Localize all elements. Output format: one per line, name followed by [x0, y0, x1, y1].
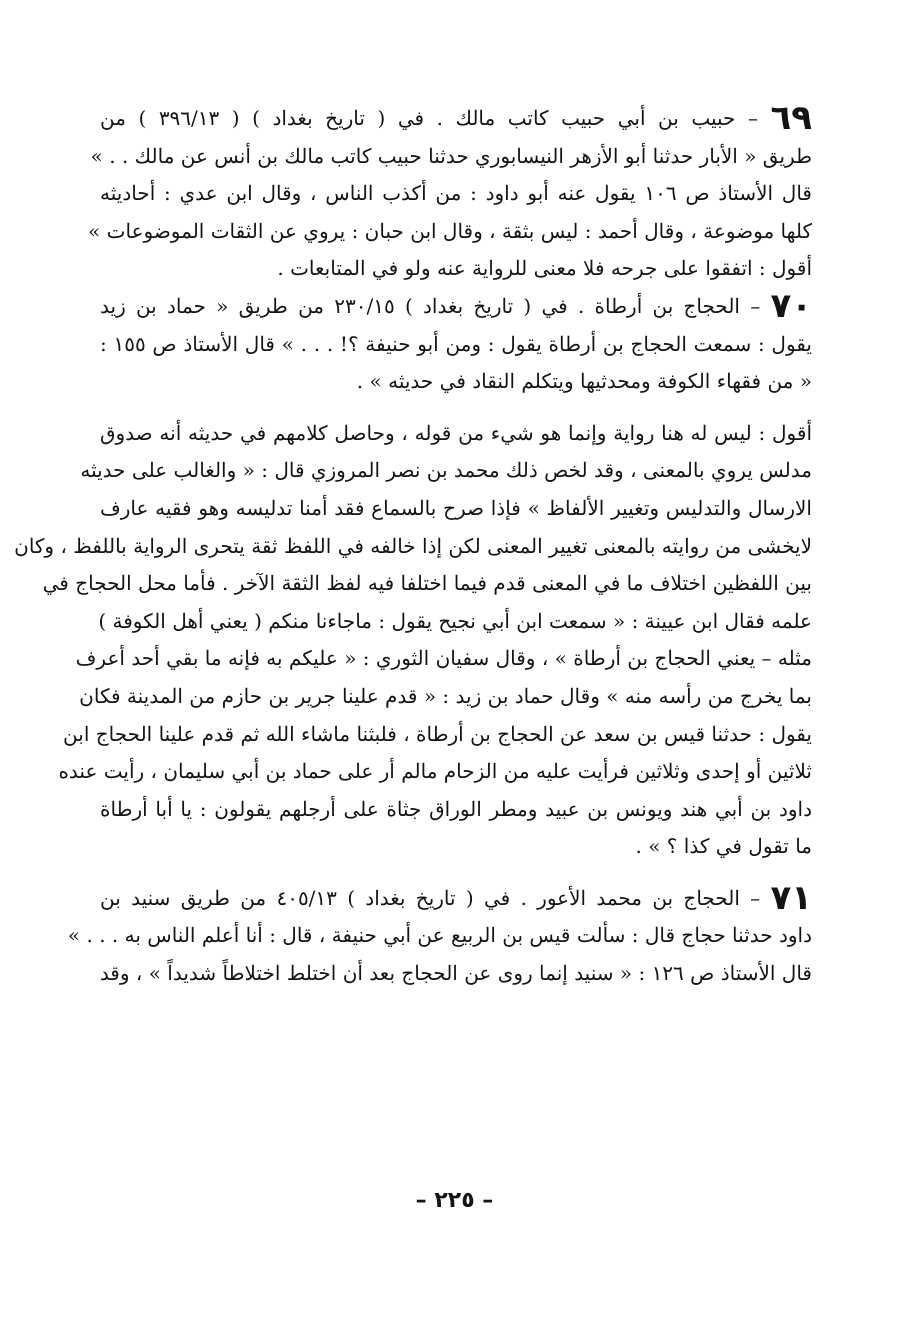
- paragraph-line: أقول : ليس له هنا رواية وإنما هو شيء من قوله ، وحاصل كلامهم في حديثه أنه صدوق: [100, 420, 812, 445]
- paragraph-line: داود بن أبي هند ويونس بن عبيد ومطر الوراق جثاة على أرجلهم يقولون : يا أبا أرطاة: [100, 796, 812, 821]
- entry-number: ٧١: [770, 877, 813, 918]
- entry-70-line-3: « من فقهاء الكوفة ومحدثيها ويتكلم النقاد في حديثه » .: [356, 369, 812, 394]
- paragraph-line: بين اللفظين اختلاف ما في المعنى قدم فيما اختلفا فيه لفظ الثقة الآخر . فأما محل الحجاج في: [42, 571, 812, 596]
- entry-69-line-4: كلها موضوعة ، وقال أحمد : ليس بثقة ، وقال ابن حبان : يروي عن الثقات الموضوعات »: [88, 218, 812, 243]
- entry-69-line-3: قال الأستاذ ص ١٠٦ يقول عنه أبو داود : من أكذب الناس ، وقال ابن عدي : أحاديثه: [100, 181, 812, 206]
- entry-69-line-2: طريق « الأبار حدثنا أبو الأزهر النيسابوري حدثنا حبيب كاتب مالك بن أنس عن مالك . . »: [90, 143, 812, 168]
- paragraph-line: مثله – يعني الحجاج بن أرطاة » ، وقال سفيان الثوري : « عليكم به فإنه ما بقي أحد أعرف: [75, 646, 812, 671]
- page-text: [14, 98, 813, 993]
- entry-71-line-3: قال الأستاذ ص ١٢٦ : « سنيد إنما روى عن الحجاج بعد أن اختلط اختلاطاً شديداً » ، وقد: [99, 961, 812, 986]
- entry-70-line-2: يقول : سمعت الحجاج بن أرطاة يقول : ومن أبو حنيفة ؟! . . . » قال الأستاذ ص ١٥٥ :: [100, 331, 812, 356]
- paragraph-line: ثلاثين أو إحدى وثلاثين فرأيت عليه من الزحام مالم أر على حماد بن أبي سليمان ، رأيت عنده: [58, 759, 812, 784]
- paragraph-line: لايخشى من روايته بالمعنى تغيير المعنى لكن إذا خالفه في اللفظ ثقة يتحرى الرواية باللفظ ، وكان: [14, 533, 812, 558]
- paragraph-line: ما تقول في كذا ؟ » .: [635, 834, 812, 859]
- entry-71-line-2: داود حدثنا حجاج قال : سألت قيس بن الربيع عن أبي حنيفة ، قال : أنا أعلم الناس به . . . »: [67, 923, 812, 948]
- entry-number: ٧٠: [770, 285, 812, 326]
- entry-69-line-5: أقول : اتفقوا على جرحه فلا معنى للرواية عنه ولو في المتابعات .: [277, 256, 812, 281]
- paragraph-line: بما يخرج من رأسه منه » وقال حماد بن زيد : « قدم علينا جرير بن حازم من المدينة فكان: [79, 683, 812, 708]
- entry-number: ٦٩: [770, 98, 812, 138]
- paragraph-line: يقول : حدثنا قيس بن سعد عن الحجاج بن أرطاة ، فلبثنا ماشاء الله ثم قدم علينا الحجاج ابن: [63, 721, 812, 746]
- entry-69-line-1: ٦٩ – حبيب بن أبي حبيب كاتب مالك . في ( تاريخ بغداد ) ( ٣٩٦/١٣ ) من: [100, 98, 812, 138]
- paragraph-line: الارسال والتدليس وتغيير الألفاظ » فإذا صرح بالسماع فقد أمنا تدليسه وهو فقيه عارف: [100, 495, 812, 520]
- page-number: – ٢٢٥ –: [415, 1188, 494, 1213]
- paragraph-line: مدلس يروي بالمعنى ، وقد لخص ذلك محمد بن نصر المروزي قال : « والغالب على حديثه: [80, 458, 812, 483]
- entry-71-line-1: ٧١ – الحجاج بن محمد الأعور . في ( تاريخ بغداد ) ٤٠٥/١٣ من طريق سنيد بن: [100, 877, 813, 918]
- entry-70-line-1: ٧٠ – الحجاج بن أرطاة . في ( تاريخ بغداد ) ٢٣٠/١٥ من طريق « حماد بن زيد: [100, 285, 812, 326]
- paragraph-line: علمه فقال ابن عيينة : « سمعت ابن أبي نجيح يقول : ماجاءنا منكم ( يعني أهل الكوفة ): [98, 608, 812, 633]
